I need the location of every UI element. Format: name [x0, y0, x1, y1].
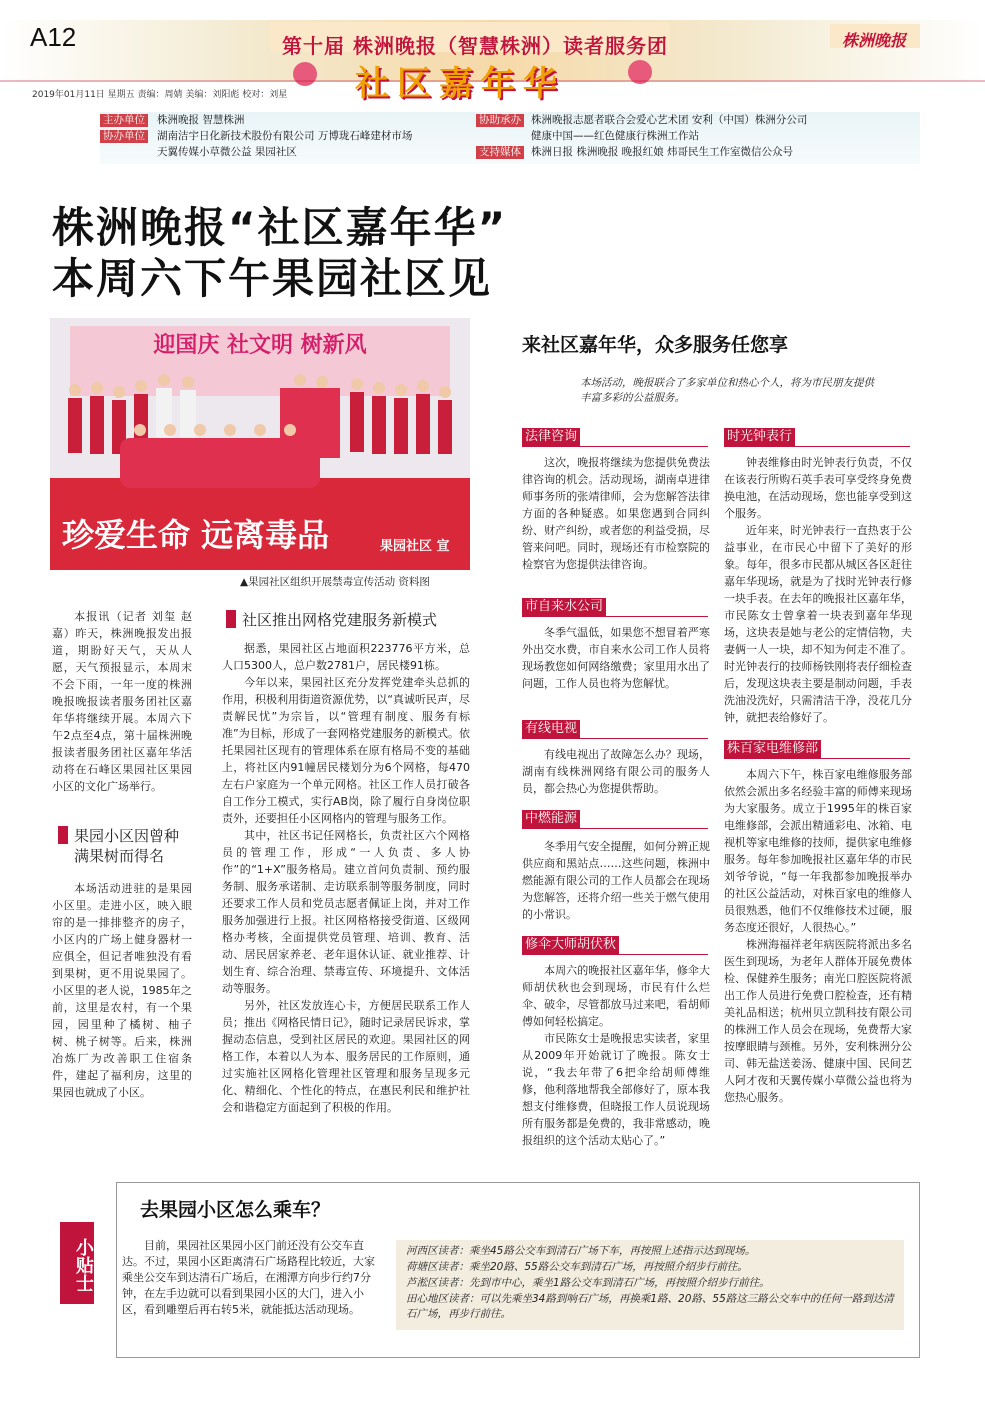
- tip-body: [122, 1238, 380, 1318]
- route-tianxin: 田心地区读者：可以先乘坐34路到响石广场，再换乘1路、20路、55路这三路公交车中的任何一路到达清石广场，再步行前往。: [406, 1293, 894, 1320]
- appliance-text: [724, 766, 912, 1106]
- section-umbrella: 修伞大师胡伏秋: [522, 936, 619, 954]
- assist-orgs-2: 健康中国——红色健康行株洲工作站: [531, 130, 699, 142]
- tip-label: 小贴士: [60, 1222, 94, 1304]
- orchard-paragraph: 本场活动进驻的是果园小区里。走进小区，映入眼帘的是一排排整齐的房子，小区内的广场上健身器材一应俱全，但记者唯独没有看到果树，更不用说果园了。小区里的老人说，1985年之前，这里是农村，有一个果园，园里种了橘树、柚子树、桃子树等。后来，株洲冶炼厂为改善职工住宿条件，建起了福利房，这里的果园也就成了小区。: [52, 882, 192, 1099]
- appliance-paragraph-1: 本周六下午，株百家电维修服务部依然会派出多名经验丰富的师傅来现场为大家服务。成立于1995年的株百家电维修部，会派出精通彩电、冰箱、电视机等家电维修的技师，提供家电维修服务。每年参加晚报社区嘉年华的市民刘爷爷说，“每一年我都参加晚报举办的社区公益活动，对株百家电的维修人员很熟悉，他们不仅维修技术过硬，服务态度还很好，人很热心。”: [724, 768, 912, 934]
- media-orgs: 株洲日报 株洲晚报 晚报红娘 炜哥民生工作室微信公众号: [531, 146, 794, 158]
- subhead-grid-text: 社区推出网格党建服务新模式: [242, 611, 438, 629]
- grid-paragraph-4: 另外，社区发放连心卡，方便居民联系工作人员；推出《网格民情日记》，随时记录居民诉求，掌握动态信息，受到社区居民的欢迎。果园社区的网格工作，本着以人为本、服务居民的工作原则，通过实施社区网格化管理社区管理和服务呈现多元化、精细化、个性化的特点，在惠民利民和维护社会和谐稳定方面起到了积极的作用。: [222, 999, 470, 1114]
- photo-illustration: [50, 318, 470, 570]
- subhead-orchard: [58, 826, 198, 866]
- headline-line2: 本周六下午果园社区见: [52, 254, 493, 303]
- intro-paragraph: 本报讯（记者 刘玺 赵嘉）昨天，株洲晚报发出报道，期盼好天气，天从人愿，天气预报显示，本周末不会下雨，一年一度的株洲晚报晚报读者服务团社区嘉年华将继续开展。本周六下午2点至4点，第十届株洲晚报读者服务团社区嘉年华活动将在石峰区果园社区果园小区的文化广场举行。: [52, 610, 192, 793]
- intro-article: [52, 608, 192, 795]
- dateline: 2019年01月11日 星期五 责编：周婧 美编：刘阳彪 校对：刘星: [32, 90, 288, 100]
- host-tag: 主办单位: [100, 114, 148, 127]
- headline-line1: 株洲晚报“社区嘉年华”: [52, 203, 508, 252]
- section-rule: [724, 758, 910, 759]
- subhead-bar: [58, 826, 68, 844]
- host-orgs: 株洲晚报 智慧株洲: [157, 114, 245, 126]
- section-appliance: 株百家电维修部: [724, 740, 821, 758]
- services-headline: 来社区嘉年华，众多服务任您享: [522, 334, 789, 356]
- grid-article: [222, 640, 470, 1116]
- section-rule: [522, 828, 708, 829]
- section-water: 市自来水公司: [522, 598, 606, 616]
- law-text: [522, 454, 710, 573]
- grid-paragraph-2: 今年以来，果园社区充分发挥党建牵头总抓的作用，积极利用街道资源优势，以“真诚听民声，尽责解民忧”为宗旨，以“管理有制度、服务有标准”为目标，形成了一套网格党建服务的新模式。依托果园社区现有的管理体系在原有格局不变的基础上，将社区内91幢居民楼划分为6个网格，每470左右户家庭为一个单元网格。社区工作人员打破各自工作分工模式，实行AB岗，除了履行自身岗位职责外，还要担任小区网格内的管理与服务工作。: [222, 676, 470, 825]
- newspaper-logo: 株洲晚报: [842, 31, 907, 50]
- media-tag: 支持媒体: [476, 146, 524, 159]
- subhead-orchard-text: 果园小区因曾种满果树而得名: [74, 827, 180, 865]
- orchard-article: [52, 880, 192, 1101]
- event-photo: [50, 318, 470, 570]
- section-law: 法律咨询: [522, 428, 580, 446]
- section-rule: [522, 738, 708, 739]
- subhead-bar: [226, 610, 236, 628]
- appliance-paragraph-2: 株洲海福祥老年病医院将派出多名医生到现场，为老年人群体开展免费体检、保健养生服务；南光口腔医院将派出工作人员进行免费口腔检查，还有精美礼品相送；杭州贝立凯科技有限公司的株洲工作人员会在现场，免费帮大家按摩眼睛与颈椎。另外，安利株洲分公司、韩无盐送姜汤、健康中国、民间艺人阿才夜和天翼传媒小草微公益也将为您热心服务。: [724, 938, 912, 1104]
- series-title: 第十届 株洲晚报（智慧株洲）读者服务团: [282, 34, 668, 58]
- route-hetang: 荷塘区读者：乘坐20路、55路公交车到清石广场，再按照介绍步行前往。: [406, 1261, 748, 1273]
- water-paragraph: 冬季气温低，如果您不想冒着严寒外出交水费，市自来水公司工作人员将现场教您如何网络缴费；家里用水出了问题，工作人员也将为您解忧。: [522, 626, 710, 690]
- umbrella-paragraph-2: 市民陈女士是晚报忠实读者，家里从2009年开始就订了晚报。陈女士说，“我去年带了6把伞给胡师傅维修，他利落地帮我全部修好了，原本我想支付维修费，但晓报工作人员说现场所有服务都是免费的，我非常感动，晚报组织的这个活动太贴心了。”: [522, 1032, 710, 1147]
- photo-banner-bottom: 珍爱生命 远离毒品: [62, 516, 330, 554]
- photo-banner-org: 果园社区 宣: [380, 539, 450, 554]
- grid-paragraph-3: 其中，社区书记任网格长，负责社区六个网格员的管理工作，形成“一人负责、多人协作”的“1+X”服务格局。建立首问负责制、预约服务制、服务承诺制、走访联系制等服务制度，同时还要求工作人员和党员志愿者佩证上岗，并对工作服务加强进行上报。社区网格格接受街道、区级网格办考核，全面提供党员管理、培训、教育、活动、居民居家养老、老年退休认证、就业推荐、计划生育、综合治理、禁毒宣传、环境提升、文体活动等服务。: [222, 829, 470, 995]
- carnival-title: 社区嘉年华: [355, 64, 565, 104]
- water-text: [522, 624, 710, 692]
- co-orgs-2: 天翼传媒小草微公益 果园社区: [157, 146, 297, 158]
- photo-caption: ▲果园社区组织开展禁毒宣传活动 资料图: [240, 576, 430, 588]
- photo-banner-top: 迎国庆 社文明 树新风: [153, 333, 367, 358]
- section-rule: [724, 446, 910, 447]
- route-box: [396, 1240, 904, 1330]
- route-hexi: 河西区读者：乘坐45路公交车到清石广场下车，再按照上述指示达到现场。: [406, 1245, 756, 1257]
- page-number: A12: [30, 22, 77, 52]
- tv-text: [522, 746, 710, 797]
- tip-title: 去果园小区怎么乘车？: [140, 1199, 331, 1221]
- tv-paragraph: 有线电视出了故障怎么办？现场，湖南有线株洲网络有限公司的服务人员，都会热心为您提供帮助。: [522, 748, 710, 795]
- organizer-band: [100, 112, 920, 164]
- watch-text: [724, 454, 912, 726]
- watch-paragraph-1: 钟表维修由时光钟表行负责，不仅在该表行所购石英手表可享受终身免费换电池，在活动现场，您也能享受到这个服务。: [724, 456, 912, 520]
- section-tv: 有线电视: [522, 720, 580, 738]
- assist-orgs-1: 株洲晚报志愿者联合会爱心艺术团 安利（中国）株洲分公司: [531, 114, 808, 126]
- section-gas: 中燃能源: [522, 810, 580, 828]
- section-rule: [522, 446, 708, 447]
- section-rule: [522, 616, 708, 617]
- gas-text: [522, 838, 710, 923]
- section-watch: 时光钟表行: [724, 428, 795, 446]
- section-rule: [522, 954, 708, 955]
- umbrella-paragraph-1: 本周六的晚报社区嘉年华，修伞大师胡伏秋也会到现场，市民有什么烂伞、破伞，尽管都放马过来吧，看胡师傅如何轻松搞定。: [522, 964, 710, 1028]
- co-orgs-1: 湖南洁宇日化新技术股份有限公司 万博珑石峰建材市场: [157, 130, 413, 142]
- co-tag: 协办单位: [100, 130, 148, 143]
- tip-paragraph: 目前，果园社区果园小区门前还没有公交车直达。不过，果园小区距离清石广场路程比较近，大家乘坐公交车到达清石广场后，在湘潭方向步行约7分钟，在左手边就可以看到果园小区的大门，进入小区，看到雕塑后再右转5米，就能抵达活动现场。: [122, 1239, 375, 1316]
- grid-paragraph-1: 据悉，果园社区占地面积223776平方米，总人口5300人，总户数2781户，居民楼91栋。: [222, 642, 470, 672]
- subhead-grid: [226, 610, 486, 630]
- law-paragraph: 这次，晚报将继续为您提供免费法律咨询的机会。活动现场，湖南卓进律师事务所的张靖律师，会为您解答法律方面的各种疑惑。如果您遇到合同纠纷、财产纠纷，或者您的利益受损，尽管来问吧。同时，现场还有市检察院的检察官为您提供法律咨询。: [522, 456, 710, 571]
- umbrella-text: [522, 962, 710, 1149]
- watch-paragraph-2: 近年来，时光钟表行一直热衷于公益事业，在市民心中留下了美好的形象。每年，很多市民都从城区各区赶往嘉年华现场，就是为了找时光钟表行修一块手表。在去年的晚报社区嘉年华，市民陈女士曾拿着一块表到嘉年华现场，这块表是她与老公的定情信物，夫妻俩一人一块，却不知为何走不准了。时光钟表行的技师杨铁刚将表仔细检查后，发现这块表主要是制动问题，手表洗油没洗好，只需清洁干净，没花几分钟，就把表给修好了。: [724, 524, 912, 724]
- services-lead: 本场活动，晚报联合了多家单位和热心个人，将为市民朋友提供丰富多彩的公益服务。: [580, 377, 874, 404]
- gas-paragraph: 冬季用气安全提醒，如何分辨正规供应商和黑站点……这些问题，株洲中燃能源有限公司的工作人员都会在现场为您解答，还将介绍一些关于燃气使用的小常识。: [522, 840, 710, 921]
- route-lusong: 芦淞区读者：先到市中心，乘坐1路公交车到清石广场，再按照介绍步行前往。: [406, 1277, 770, 1289]
- assist-tag: 协助承办: [476, 114, 524, 127]
